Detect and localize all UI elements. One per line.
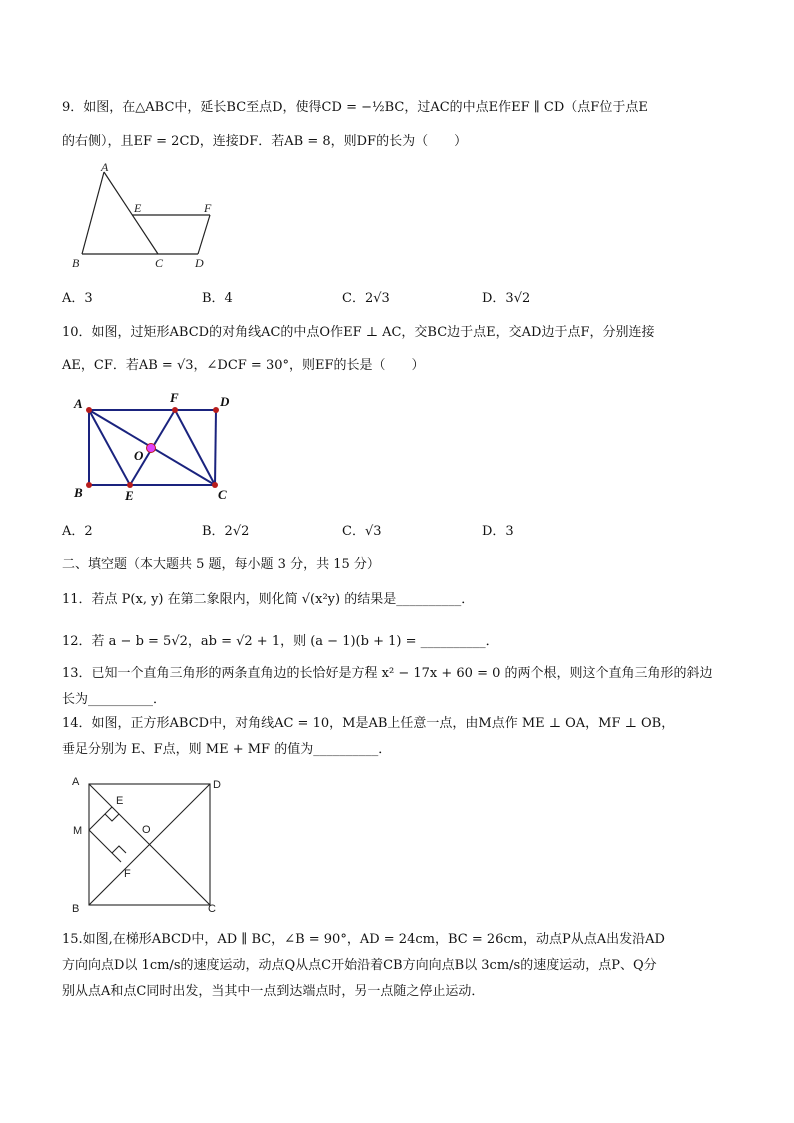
q10-option-a: A．2: [62, 524, 93, 539]
q10-option-d: D．3: [482, 524, 514, 539]
q14-label-b: B: [72, 903, 80, 915]
q10-label-e: E: [125, 488, 134, 503]
q13-line2: 长为__________．: [62, 692, 167, 707]
q14-label-e: E: [116, 795, 124, 807]
q14-label-f: F: [124, 868, 131, 880]
q13-line1: 13．已知一个直角三角形的两条直角边的长恰好是方程 x² − 17x + 60 = 0 的两个根，则这个直角三角形的斜边: [62, 666, 713, 681]
q10-label-a: A: [74, 396, 83, 411]
q9-label-c: C: [155, 256, 164, 270]
q10-line1: 10．如图，过矩形ABCD的对角线AC的中点O作EF ⊥ AC，交BC边于点E，交AD边于点F，分别连接: [62, 325, 655, 340]
q9-figure: [68, 158, 228, 273]
q10-figure: [70, 388, 240, 506]
q9-label-d: D: [195, 256, 204, 270]
q9-option-b: B．4: [202, 291, 233, 306]
q15-line2: 方向向点D以 1cm/s的速度运动，动点Q从点C开始沿着CB方向向点B以 3cm/s的速度运动，点P、Q分: [62, 958, 657, 973]
q10-option-c: C．√3: [342, 524, 382, 539]
q10-label-f: F: [170, 390, 179, 405]
q14-figure: [66, 772, 226, 917]
q14-label-o: O: [142, 824, 151, 836]
q9-option-c: C．2√3: [342, 291, 390, 306]
q9-option-a: A．3: [62, 291, 93, 306]
q10-label-b: B: [74, 485, 83, 500]
q14-label-a: A: [72, 776, 80, 788]
q10-label-o: O: [134, 448, 144, 463]
q10-line2: AE，CF．若AB = √3，∠DCF = 30°，则EF的长是（ ）: [62, 358, 425, 373]
q15-line3: 别从点A和点C同时出发，当其中一点到达端点时，另一点随之停止运动．: [62, 984, 485, 999]
q9-line2: 的右侧），且EF = 2CD，连接DF．若AB = 8，则DF的长为（ ）: [62, 134, 468, 149]
q10-label-d: D: [220, 394, 230, 409]
q9-option-d: D．3√2: [482, 291, 531, 306]
q10-option-b: B．2√2: [202, 524, 250, 539]
q15-line1: 15.如图,在梯形ABCD中，AD ∥ BC，∠B = 90°，AD = 24cm，BC = 26cm，动点P从点A出发沿AD: [62, 932, 665, 947]
q9-label-a: A: [101, 160, 109, 174]
q14-label-m: M: [73, 825, 83, 837]
q12: 12．若 a − b = 5√2，ab = √2 + 1，则 (a − 1)(b + 1) = __________．: [62, 634, 499, 649]
q14-label-d: D: [213, 779, 221, 791]
q14-line2: 垂足分别为 E、F点，则 ME + MF 的值为__________．: [62, 742, 392, 757]
q11: 11．若点 P(x, y) 在第二象限内，则化简 √(x²y) 的结果是__________．: [62, 592, 475, 607]
q14-label-c: C: [208, 903, 216, 915]
q9-label-f: F: [204, 201, 212, 215]
q9-label-e: E: [134, 201, 142, 215]
q9-line1: 9．如图，在△ABC中，延长BC至点D，使得CD = −½BC，过AC的中点E作EF ∥ CD（点F位于点E: [62, 100, 648, 115]
q9-label-b: B: [72, 256, 80, 270]
q10-label-c: C: [218, 487, 227, 502]
section-heading: 二、填空题（本大题共 5 题，每小题 3 分，共 15 分）: [62, 557, 380, 572]
q14-line1: 14．如图，正方形ABCD中，对角线AC = 10，M是AB上任意一点，由M点作 ME ⊥ OA，MF ⊥ OB，: [62, 716, 675, 731]
